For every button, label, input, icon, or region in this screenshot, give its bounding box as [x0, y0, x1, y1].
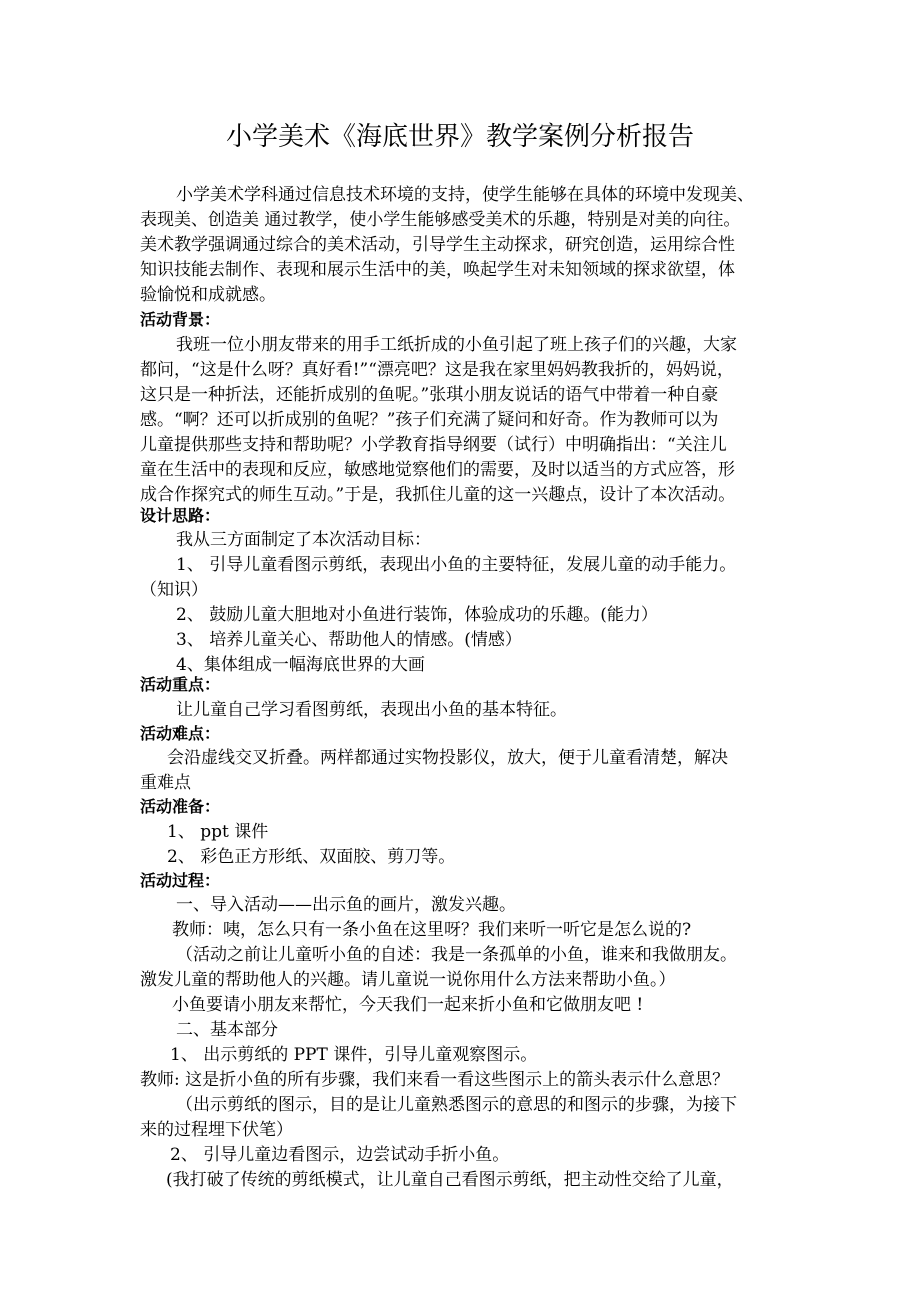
intro-line: 验愉悦和成就感。	[140, 285, 276, 305]
process-line: 教师：咦，怎么只有一条小鱼在这里呀？我们来听一听它是怎么说的?	[172, 920, 692, 940]
background-line: 都问，“这是什么呀？真好看!”“漂亮吧？这是我在家里妈妈教我折的，妈妈说，	[140, 360, 734, 380]
background-line: 成合作探究式的师生互动。”于是，我抓住儿童的这一兴趣点，设计了本次活动。	[140, 485, 736, 505]
prep-line: 1、 ppt 课件	[167, 822, 269, 842]
difficulty-line: 会沿虚线交叉折叠。两样都通过实物投影仪，放大，便于儿童看清楚，解决	[167, 748, 728, 768]
process-line: 二、基本部分	[176, 1020, 278, 1040]
process-line: 1、 出示剪纸的 PPT 课件，引导儿童观察图示。	[170, 1045, 538, 1065]
design-line: （知识）	[140, 580, 208, 600]
background-heading: 活动背景：	[140, 310, 221, 329]
design-line: 4、集体组成一幅海底世界的大画	[176, 655, 425, 675]
background-line: 这只是一种折法，还能折成别的鱼呢。”张琪小朋友说话的语气中带着一种自豪	[140, 385, 719, 405]
design-heading: 设计思路：	[140, 506, 221, 525]
process-line: （出示剪纸的图示，目的是让儿童熟悉图示的意思的和图示的步骤，为接下	[176, 1095, 737, 1115]
process-line: 小鱼要请小朋友来帮忙，今天我们一起来折小鱼和它做朋友吧 !	[172, 995, 644, 1015]
process-line: 一、导入活动——出示鱼的画片，激发兴趣。	[176, 895, 516, 915]
intro-line: 知识技能去制作、表现和展示生活中的美，唤起学生对未知领域的探求欲望，体	[140, 260, 735, 280]
process-line: 教师: 这是折小鱼的所有步骤，我们来看一看这些图示上的箭头表示什么意思？	[140, 1070, 730, 1090]
design-line: 3、 培养儿童关心、帮助他人的情感。(情感）	[176, 630, 522, 650]
process-heading: 活动过程：	[140, 871, 221, 890]
difficulty-line: 重难点	[140, 773, 191, 793]
design-line: 1、 引导儿童看图示剪纸，表现出小鱼的主要特征，发展儿童的动手能力。	[176, 555, 737, 575]
intro-line: 小学美术学科通过信息技术环境的支持，使学生能够在具体的环境中发现美、	[176, 185, 754, 205]
design-line: 我从三方面制定了本次活动目标：	[176, 530, 431, 550]
process-line: （活动之前让儿童听小鱼的自述：我是一条孤单的小鱼，谁来和我做朋友。	[176, 945, 737, 965]
difficulty-heading: 活动难点：	[140, 724, 221, 743]
intro-line: 美术教学强调通过综合的美术活动，引导学生主动探求，研究创造，运用综合性	[140, 235, 735, 255]
intro-line: 表现美、创造美 通过教学，使小学生能够感受美术的乐趣，特别是对美的向往。	[140, 210, 741, 230]
process-line: 2、 引导儿童边看图示，边尝试动手折小鱼。	[170, 1145, 510, 1165]
process-line: 来的过程埋下伏笔）	[140, 1120, 293, 1140]
background-line: 我班一位小朋友带来的用手工纸折成的小鱼引起了班上孩子们的兴趣，大家	[176, 335, 737, 355]
background-line: 感。“啊？还可以折成别的鱼呢？”孩子们充满了疑问和好奇。作为教师可以为	[140, 410, 719, 430]
process-line: 激发儿童的帮助他人的兴趣。请儿童说一说你用什么方法来帮助小鱼。）	[140, 970, 676, 990]
background-line: 童在生活中的表现和反应，敏感地觉察他们的需要，及时以适当的方式应答，形	[140, 460, 735, 480]
document-title: 小学美术《海底世界》教学案例分析报告	[225, 122, 694, 152]
key-heading: 活动重点：	[140, 675, 221, 694]
key-line: 让儿童自己学习看图剪纸，表现出小鱼的基本特征。	[176, 700, 567, 720]
design-line: 2、 鼓励儿童大胆地对小鱼进行装饰，体验成功的乐趣。(能力）	[176, 605, 658, 625]
prep-heading: 活动准备：	[140, 797, 221, 816]
process-line: (我打破了传统的剪纸模式，让儿童自己看图示剪纸，把主动性交给了儿童，	[166, 1170, 734, 1190]
prep-line: 2、 彩色正方形纸、双面胶、剪刀等。	[167, 847, 456, 867]
background-line: 儿童提供那些支持和帮助呢？小学教育指导纲要（试行）中明确指出：“关注儿	[140, 435, 727, 455]
